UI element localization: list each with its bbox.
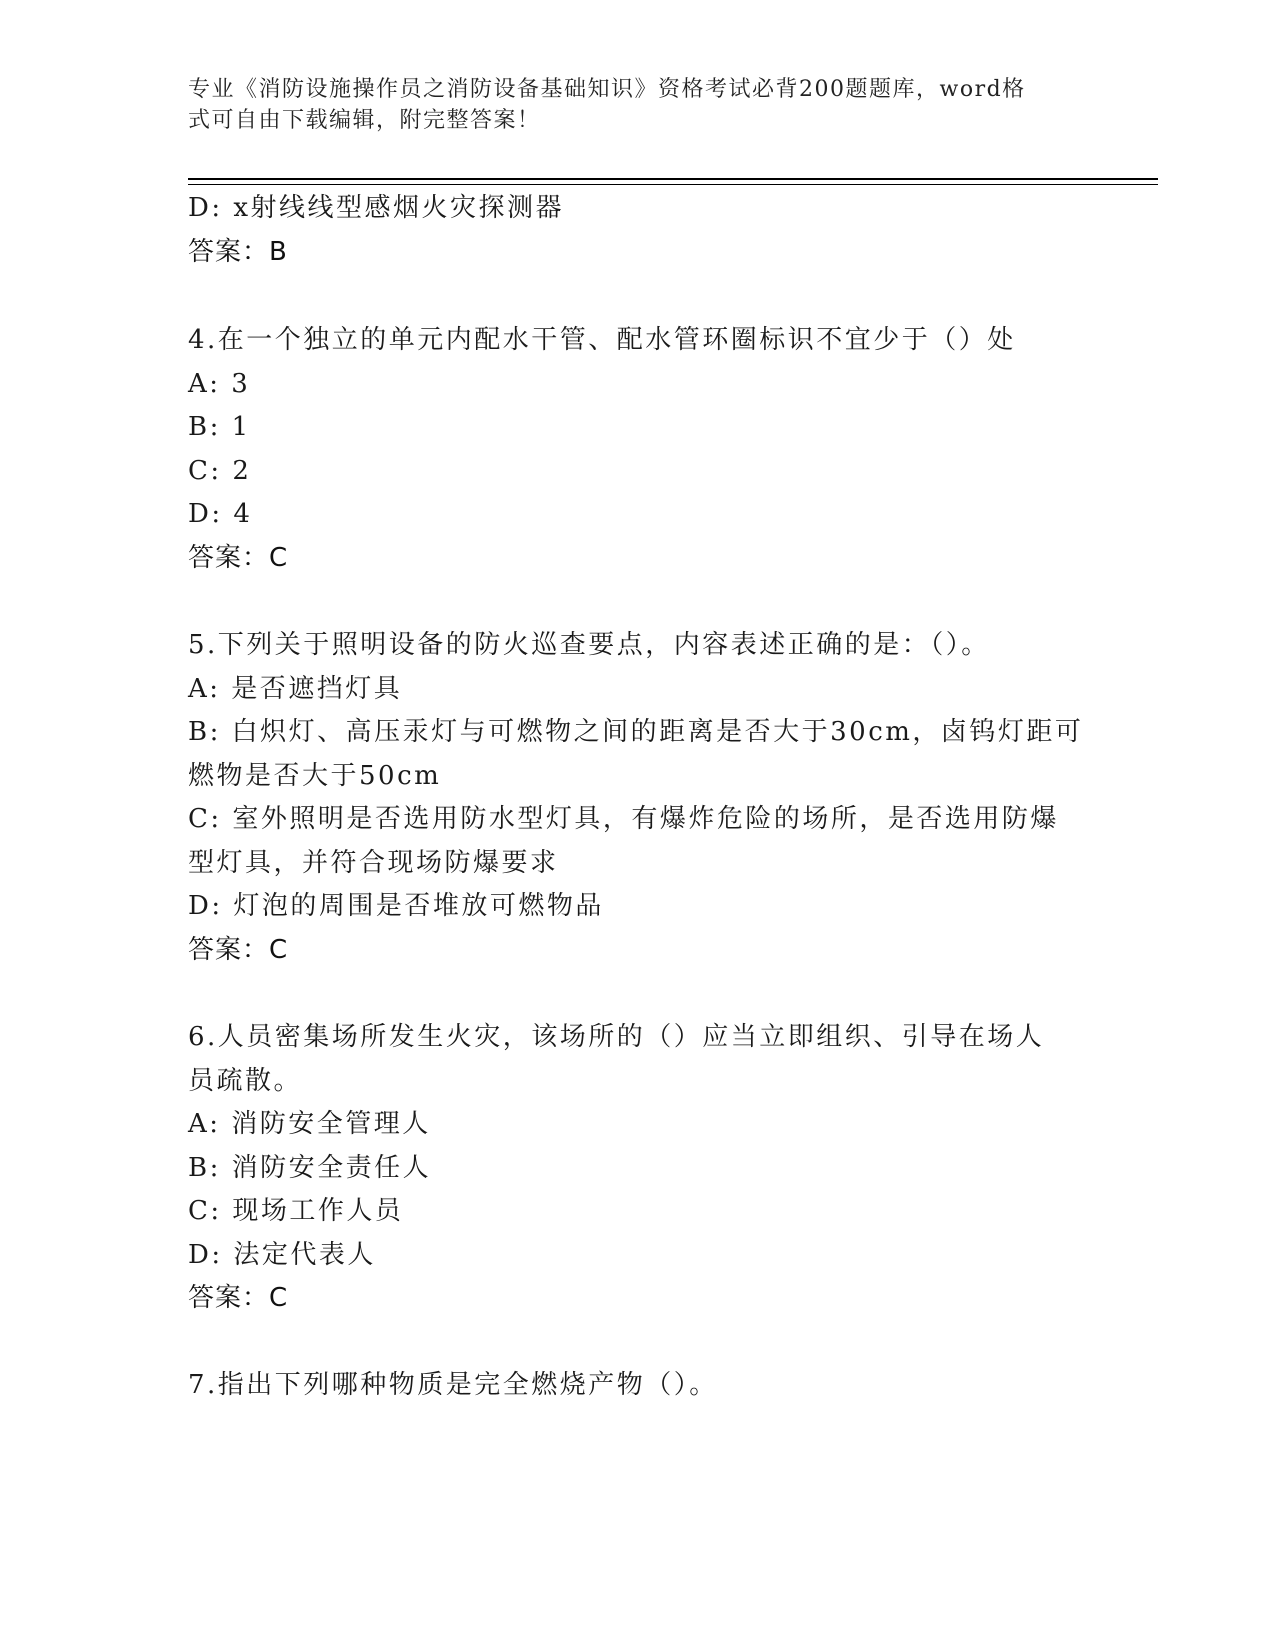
q5-option-b-line-2: 燃物是否大于50cm: [188, 761, 442, 791]
q7-stem: 7.指出下列哪种物质是完全燃烧产物（）。: [188, 1370, 718, 1400]
q4-option-c: C: 2: [188, 456, 252, 486]
q4-option-a: A: 3: [188, 369, 251, 399]
header-rule-thick: [188, 178, 1158, 180]
header-line-1: 专业《消防设施操作员之消防设备基础知识》资格考试必背200题题库，word格: [188, 77, 1026, 102]
q6-option-c: C: 现场工作人员: [188, 1196, 404, 1226]
q5-option-c-line-2: 型灯具，并符合现场防爆要求: [188, 848, 559, 878]
q6-answer: 答案：C: [188, 1283, 289, 1313]
q6-option-d: D: 法定代表人: [188, 1240, 376, 1270]
q6-option-a: A: 消防安全管理人: [188, 1109, 431, 1139]
q6-stem-line-2: 员疏散。: [188, 1066, 303, 1096]
q5-option-c-line-1: C: 室外照明是否选用防水型灯具，有爆炸危险的场所，是否选用防爆: [188, 804, 1059, 834]
q6-stem-line-1: 6.人员密集场所发生火灾，该场所的（）应当立即组织、引导在场人: [188, 1022, 1045, 1052]
q3-answer: 答案：B: [188, 237, 288, 267]
q5-option-a: A: 是否遮挡灯具: [188, 674, 403, 704]
q4-stem: 4.在一个独立的单元内配水干管、配水管环圈标识不宜少于（）处: [188, 325, 1016, 355]
q3-option-d: D: x射线线型感烟火灾探测器: [188, 193, 565, 223]
q4-answer: 答案：C: [188, 543, 289, 573]
header-line-2: 式可自由下载编辑，附完整答案！: [188, 108, 541, 133]
q5-option-b-line-1: B: 白炽灯、高压汞灯与可燃物之间的距离是否大于30cm，卤钨灯距可: [188, 717, 1084, 747]
q5-answer: 答案：C: [188, 935, 289, 965]
document-header: [188, 74, 1068, 136]
q5-option-d: D: 灯泡的周围是否堆放可燃物品: [188, 891, 604, 921]
q4-option-d: D: 4: [188, 499, 253, 529]
q4-option-b: B: 1: [188, 412, 251, 442]
header-rule-thin: [188, 184, 1158, 185]
q6-option-b: B: 消防安全责任人: [188, 1153, 432, 1183]
q5-stem: 5.下列关于照明设备的防火巡查要点，内容表述正确的是：（）。: [188, 630, 990, 660]
